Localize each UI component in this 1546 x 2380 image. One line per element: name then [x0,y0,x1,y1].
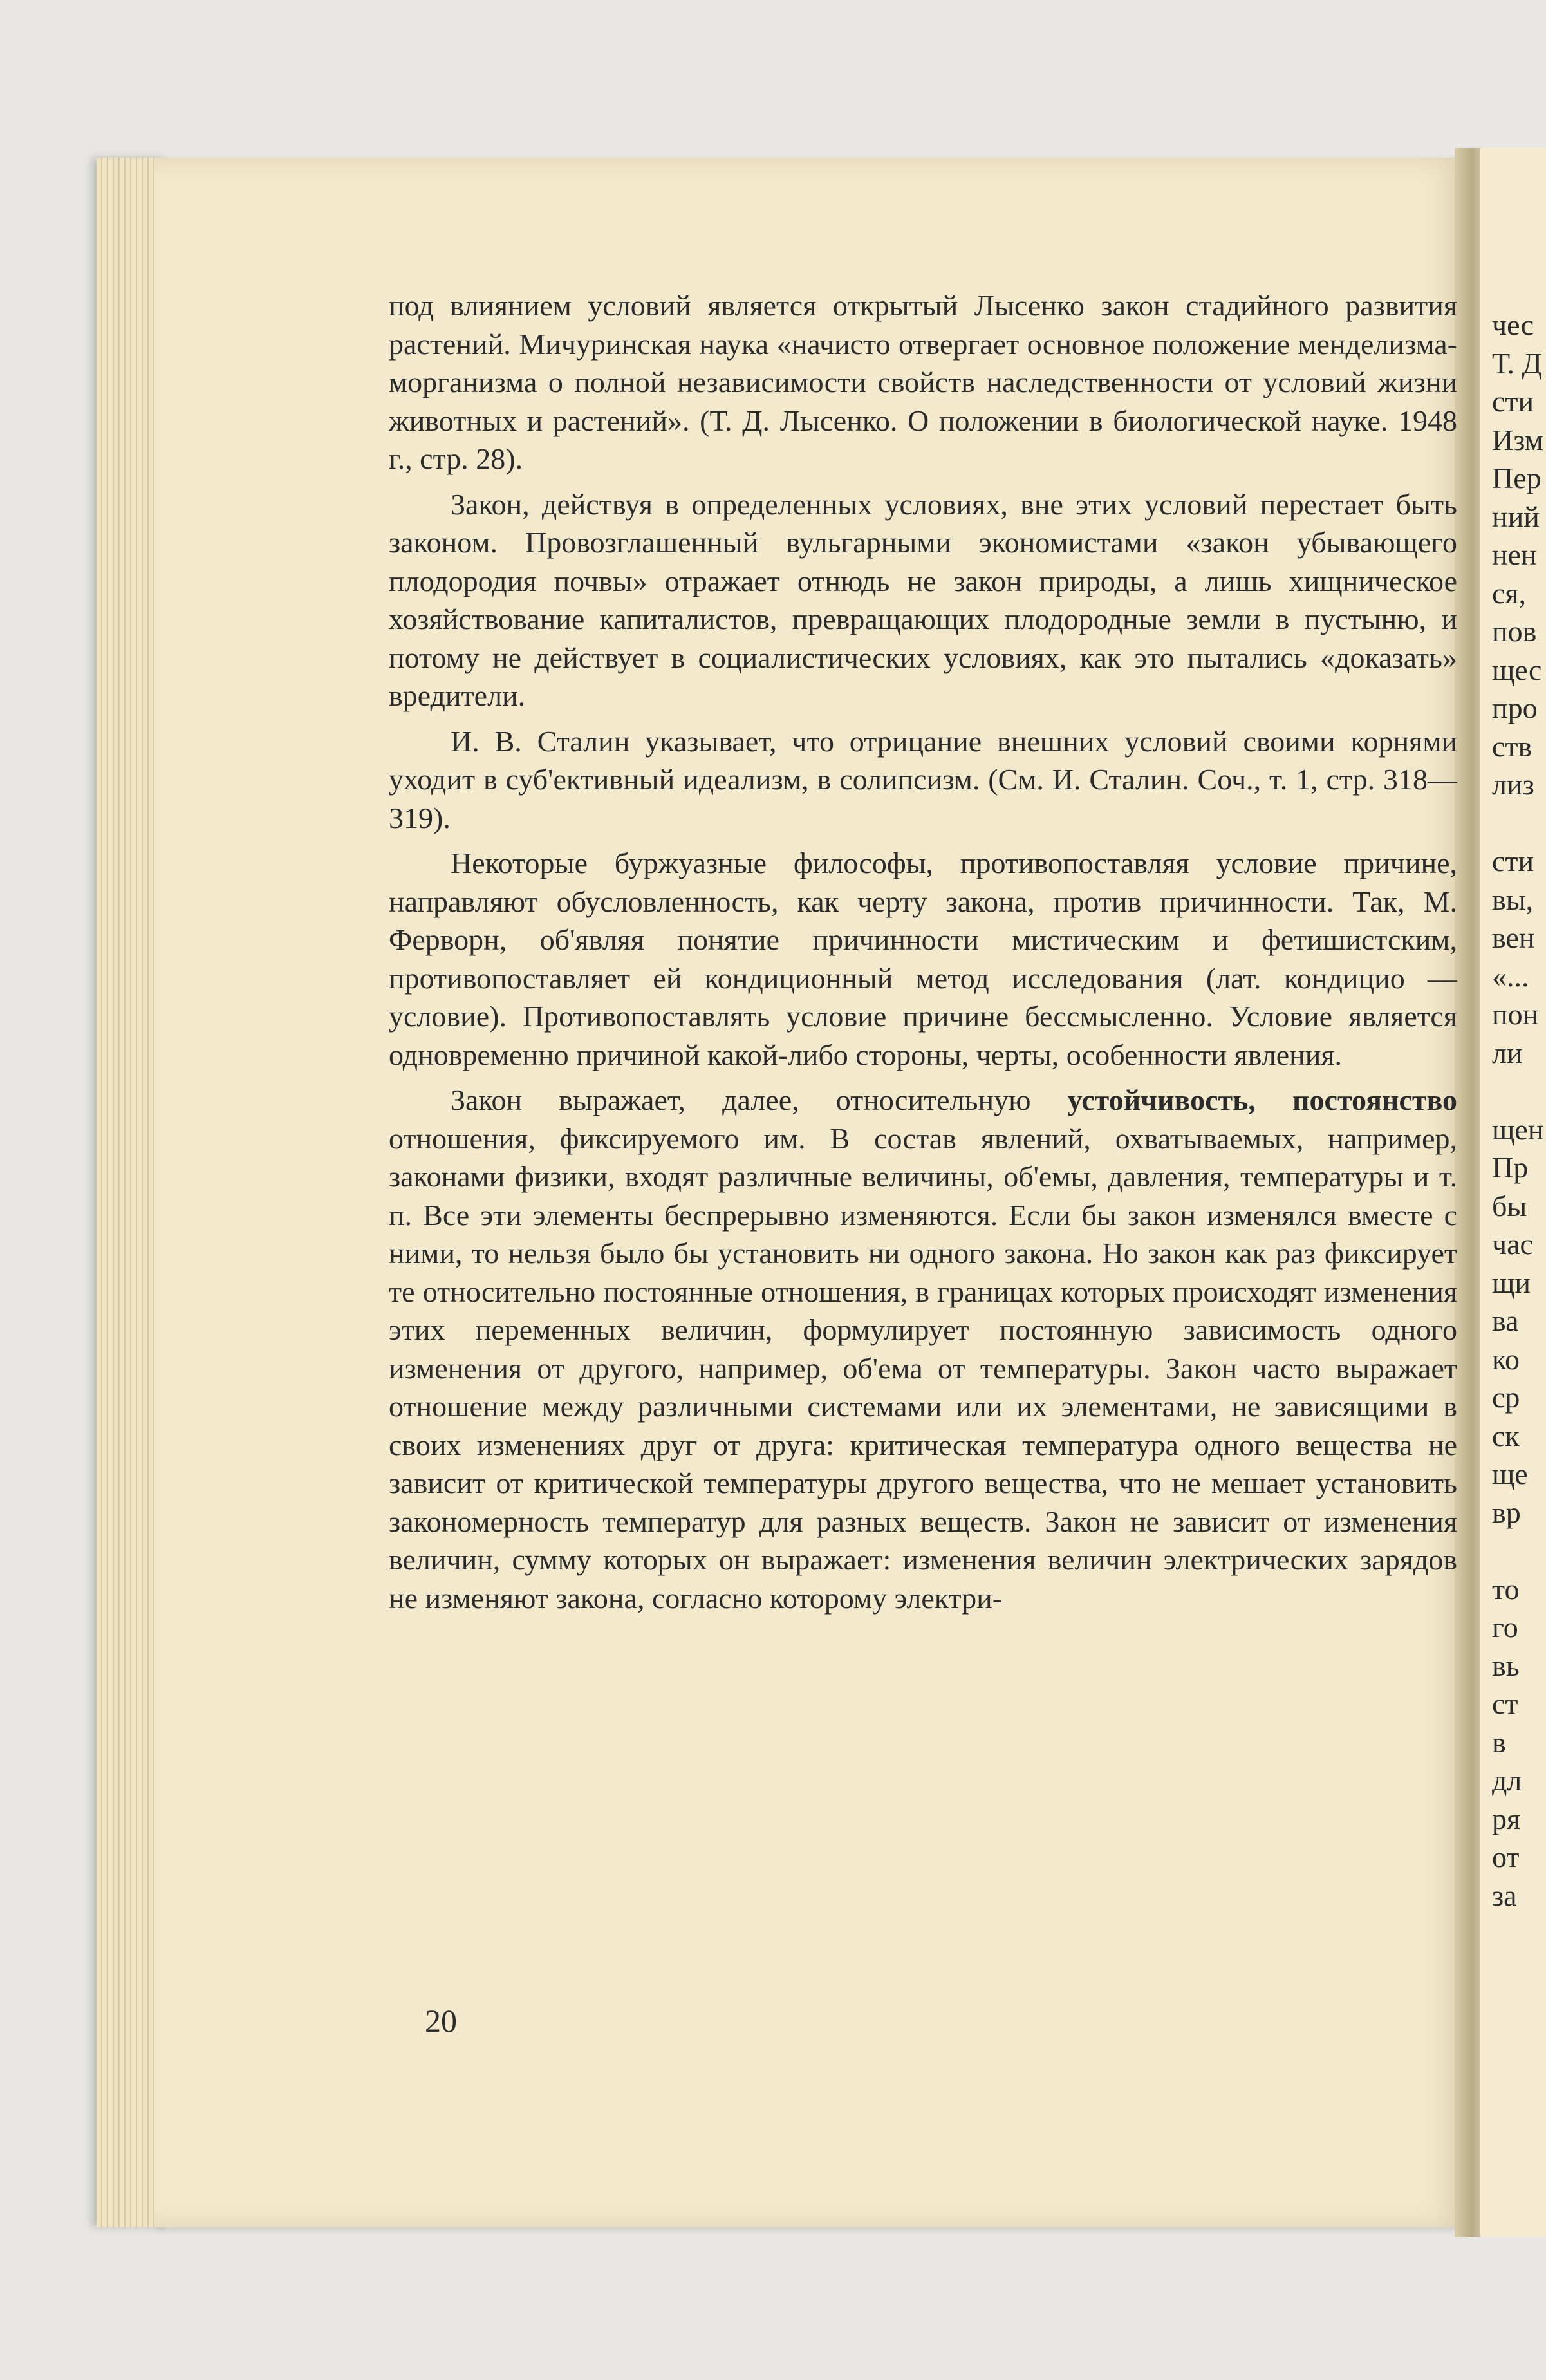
facing-page-fragment: щес [1492,653,1542,686]
paragraph-5 [389,1081,1457,1617]
facing-page-fragment: дл [1492,1764,1522,1797]
facing-page-fragment: ся, [1492,576,1527,610]
facing-page-fragment: Пр [1492,1151,1529,1184]
facing-page-fragment: сти [1492,385,1534,418]
facing-page-fragment: то [1492,1572,1520,1606]
facing-page-fragment: от [1492,1841,1520,1873]
facing-page-fragment: ср [1492,1381,1520,1414]
facing-page-fragment: бы [1492,1189,1527,1223]
facing-page-fragment: пов [1492,615,1537,648]
facing-page-fragment: ко [1492,1342,1520,1376]
facing-page-fragment: пон [1492,998,1539,1031]
facing-page-text-fragments [1492,306,1543,1915]
facing-page-fragment: Пер [1492,462,1541,494]
facing-page-fragment: в [1492,1725,1506,1759]
facing-page-fragment: вь [1492,1649,1520,1682]
paragraph-5-start: Закон выражает, далее, относительную [451,1083,1068,1116]
facing-page-fragment: лиз [1492,768,1534,801]
facing-page-fragment: вы, [1492,883,1534,916]
facing-page-fragment: ст [1492,1687,1518,1720]
facing-page-fragment [1492,804,1543,843]
paragraph-2: Закон, действуя в определенных условиях, вне этих условий перестает быть законом. Провозглашенный вульгарными экономистами «закон убывающего плодородия почвы» отражает отнюдь не закон природы, а лишь хищническое хозяйствование капиталистов, превращающих плодородные земли в пустыню, и потому не действует в социалистических условиях, как это пытались «доказать» вредители. [389,487,1457,712]
facing-page-fragment: вен [1492,921,1535,954]
paragraph-1: под влиянием условий является открытый Лысенко закон стадийного развития растений. Мичуринская наука «начисто отвергает основное положение менделизма-морганизма о полной независимости свойств наследственности от условий жизни животных и растений». (Т. Д. Лысенко. О положении в биологической науке. 1948 г., стр. 28). [389,289,1457,475]
facing-page-fragment: вр [1492,1495,1521,1529]
facing-page-fragment [1492,1532,1543,1570]
facing-page-fragment: сти [1492,845,1534,877]
paragraph-5-end: отношения, фиксируемого им. В состав явлений, охватываемых, например, законами физики, входят различные величины, об'емы, давления, температуры и т. п. Все эти элементы беспрерывно изменяются. Если бы закон изменялся вместе с ними, то нельзя было бы установить ни одного закона. Но закон как раз фиксирует те относительно постоянные отношения, в границах которых происходят изменения этих переменных величин, формулирует постоянную зависимость одного изменения от другого, например, об'ема от температуры. Закон часто выражает отношение между различными системами или их элементами, не зависящими в своих изменениях друг от друга: критическая температура одного вещества не зависит от критической температуры другого вещества, что не мешает установить закономерность температур для разных веществ. Закон не зависит от изменения величин, сумму которых он выражает: изменения величин электрических зарядов не изменяют закона, согласно которому электри- [389,1121,1457,1615]
paragraph-3: И. В. Сталин указывает, что отрицание внешних условий своими корнями уходит в суб'ективный идеализм, в солипсизм. (См. И. Сталин. Соч., т. 1, стр. 318—319). [389,724,1457,834]
facing-page-fragment: ва [1492,1304,1519,1337]
facing-page-fragment: «... [1492,959,1529,993]
paragraph-4: Некоторые буржуазные философы, противопоставляя условие причине, направляют обусловленность, как черту закона, против причинности. Так, М. Ферворн, об'являя понятие причинности мистическим и фетишистским, противопоставляет ей кондиционный метод исследования (лат. кондицио — условие). Противопоставлять условие причине бессмысленно. Условие является одновременно причиной какой-либо стороны, черты, особенности явления. [389,847,1457,1071]
facing-page-fragment: щен [1492,1112,1544,1146]
facing-page-fragment: ний [1492,500,1540,533]
facing-page-fragment: ств [1492,729,1532,763]
facing-page-fragment: за [1492,1879,1517,1912]
page-number: 20 [425,2003,457,2039]
facing-page-fragment: чес [1492,308,1534,341]
facing-page-fragment: про [1492,691,1538,724]
facing-page-fragment: ск [1492,1419,1520,1452]
facing-page-fragment: го [1492,1611,1518,1644]
facing-page-fragment: ли [1492,1036,1523,1069]
facing-page-fragment [1492,1072,1543,1110]
facing-page-fragment: Т. Д [1492,346,1542,380]
facing-page-fragment: ря [1492,1802,1521,1835]
page-text [389,286,1457,1624]
facing-page-fragment: ще [1492,1457,1528,1490]
facing-page-fragment: час [1492,1228,1533,1260]
paragraph-5-bold-terms: устойчивость, постоянство [1067,1083,1457,1116]
facing-page-fragment: нен [1492,538,1537,571]
facing-page-fragment: щи [1492,1266,1531,1299]
facing-page-fragment: Изм [1492,423,1543,456]
